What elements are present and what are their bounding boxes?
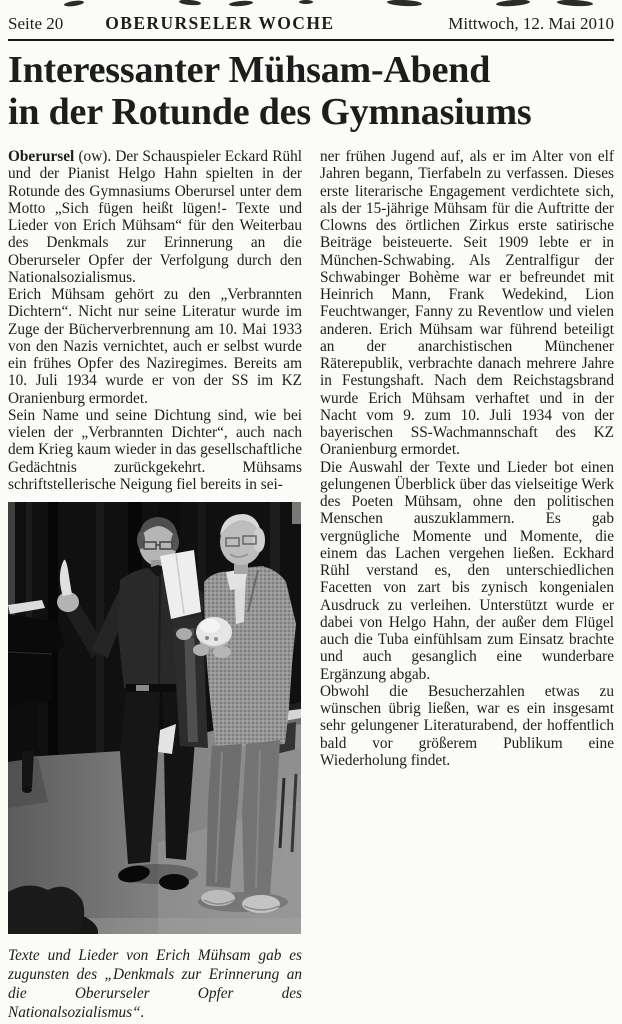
article-columns <box>8 148 614 1022</box>
stage-photo <box>8 502 301 934</box>
dateline: Oberursel <box>8 148 75 165</box>
page-header <box>8 0 614 41</box>
headline <box>8 49 614 133</box>
headline-line-2: in der Rotunde des Gymnasiums <box>8 91 532 133</box>
photo-caption: Texte und Lieder von Erich Mühsam gab es zugunsten des „Denkmals zur Erinnerung an die Oberurseler Opfer des Nationalsozialismus“. <box>8 947 302 1021</box>
paragraph-4: Die Auswahl der Texte und Lieder bot einen gelungenen Überblick über das vielseitige Werk des Poeten Mühsam, ohne den politischen Menschen auszuklammern. Es gab vergnügliche Momente und Momente, die einem das Lachen vergehen ließen. Eckhard Rühl verstand es, den unterschiedlichen Facetten von zart bis zynisch kongenialen Ausdruck zu verleihen. Unterstützt wurde er dabei von Helgo Hahn, der außer dem Flügel auch die Tuba einfühlsam zum Einsatz brachte und auch gesanglich eine wunderbare Ergänzung abgab. <box>320 458 614 683</box>
paragraph-3-continued: ner frühen Jugend auf, als er im Alter von elf Jahren begann, Tierfabeln zu verfassen. Dieses erste literarische Engagement verdichtete sich, als der 15-jährige Mühsam für die Auftritte der Clowns des örtlichen Zirkus erste satirische Beiträge beisteuerte. Seit 1909 lebte er in München-Schwabing. Als Zentralfigur der Schwabinger Bohème war er befreundet mit Heinrich Mann, Frank Wedekind, Lion Feuchtwanger, Fanny zu Reventlow und vielen anderen. Erich Mühsam war führend beteiligt an der anarchistischen Münchener Räterepublik, verbrachte danach mehrere Jahre in Festungshaft. Nach dem Reichstagsbrand wurde Erich Mühsam verhaftet und in der Nacht vom 9. zum 10. Juli 1934 von der bayerischen SS-Wachmannschaft des KZ Oranienburg ermordet. <box>320 148 614 459</box>
headline-line-1: Interessanter Mühsam-Abend <box>8 49 491 91</box>
paragraph-2: Erich Mühsam gehört zu den „Verbrannten Dichtern“. Nicht nur seine Literatur wurde im Zuge der Bücherverbrennung am 10. Mai 1933 von den Nazis vernichtet, auch er selbst wurde ein frühes Opfer des Naziregimes. Bereits am 10. Juli 1934 wurde er von der SS im KZ Oranienburg ermordet. <box>8 286 302 407</box>
issue-date: Mittwoch, 12. Mai 2010 <box>448 14 614 33</box>
lead-paragraph: Oberursel (ow). Der Schauspieler Eckard Rühl und der Pianist Helgo Hahn spielten in der Rotunde des Gymnasiums Oberursel unter dem Motto „Sich fügen heißt lügen!- Texte und Lieder von Erich Mühsam“ für den Weiterbau des Denkmals zur Erinnerung an die Oberurseler Opfer der Verfolgung durch den Nationalsozialismus. <box>8 148 302 286</box>
left-column <box>8 148 302 1022</box>
paragraph-3: Sein Name und seine Dichtung sind, wie bei vielen der „Verbrannten Dichter“, auch nach dem Krieg kaum wieder in das gesellschaftliche Gedächtnis zurückgekehrt. Mühsams schriftstellerische Neigung fiel bereits in sei- <box>8 406 302 493</box>
masthead: OBERURSELER WOCHE <box>105 13 335 33</box>
article-figure <box>8 502 302 1022</box>
right-column <box>320 148 614 1022</box>
page-number-label: Seite 20 <box>8 14 64 33</box>
paragraph-5: Obwohl die Besucherzahlen etwas zu wünschen übrig ließen, war es ein insgesamt sehr gelungener Literaturabend, der hoffentlich bald vor größerem Publikum eine Wiederholung findet. <box>320 682 614 769</box>
